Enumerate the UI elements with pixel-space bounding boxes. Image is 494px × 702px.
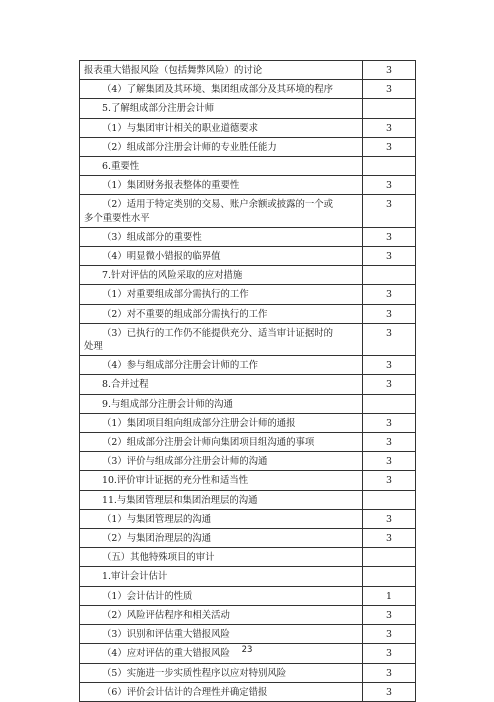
table-row — [80, 195, 415, 227]
row-level: 3 — [386, 327, 392, 339]
table-row — [80, 305, 415, 324]
table-row — [80, 228, 415, 247]
table-row — [80, 625, 415, 644]
row-level: 3 — [386, 379, 392, 391]
table-row — [80, 683, 415, 701]
row-topic: （1）集团项目组向组成部分注册会计师的通报 — [80, 414, 363, 432]
table-row — [80, 548, 415, 567]
row-level: 3 — [386, 456, 392, 468]
table-row — [80, 324, 415, 356]
row-level — [363, 395, 415, 413]
table-row — [80, 491, 415, 510]
row-topic — [80, 195, 363, 226]
row-topic: 5.了解组成部分注册会计师 — [80, 99, 363, 117]
row-topic: （1）对重要组成部分需执行的工作 — [80, 285, 363, 303]
row-topic: 7.针对评估的风险采取的应对措施 — [80, 266, 363, 284]
row-level: 3 — [386, 84, 392, 96]
row-level: 3 — [386, 629, 392, 641]
row-topic: （2）对不重要的组成部分需执行的工作 — [80, 305, 363, 323]
table-row — [80, 266, 415, 285]
table-row — [80, 664, 415, 683]
row-level: 3 — [386, 533, 392, 545]
row-level: 3 — [386, 122, 392, 134]
row-topic: （3）组成部分的重要性 — [80, 228, 363, 246]
table-row — [80, 395, 415, 414]
row-level: 3 — [386, 180, 392, 192]
row-level: 3 — [386, 686, 392, 698]
row-topic: 1.审计会计估计 — [80, 567, 363, 585]
row-level: 3 — [386, 417, 392, 429]
row-topic: （3）识别和评估重大错报风险 — [80, 625, 363, 643]
row-level: 3 — [386, 231, 392, 243]
row-topic: （2）与集团治理层的沟通 — [80, 529, 363, 547]
row-level — [363, 266, 415, 284]
row-topic: （2）风险评估程序和相关活动 — [80, 606, 363, 624]
row-topic: 9.与组成部分注册会计师的沟通 — [80, 395, 363, 413]
row-topic-line1: （2）适用于特定类别的交易、账户余额或披露的一个或 — [102, 199, 333, 211]
table-row — [80, 247, 415, 266]
page-number: 23 — [241, 645, 253, 655]
row-topic-line1: （3）已执行的工作仍不能提供充分、适当审计证据时的 — [102, 327, 333, 339]
row-level: 3 — [386, 648, 392, 660]
row-level: 3 — [386, 437, 392, 449]
row-topic: （3）评价与组成部分注册会计师的沟通 — [80, 452, 363, 470]
row-level: 3 — [386, 65, 392, 76]
row-level: 3 — [386, 360, 392, 372]
row-level: 3 — [386, 475, 392, 487]
table-row — [80, 510, 415, 529]
row-topic: （2）组成部分注册会计师的专业胜任能力 — [80, 138, 363, 156]
row-topic: （五）其他特殊项目的审计 — [80, 548, 363, 566]
row-topic: （5）实施进一步实质性程序以应对特别风险 — [80, 664, 363, 682]
row-topic: （4）明显微小错报的临界值 — [80, 247, 363, 265]
table-row — [80, 452, 415, 471]
table-row — [80, 176, 415, 195]
table-row — [80, 61, 415, 80]
row-topic: 报表重大错报风险（包括舞弊风险）的讨论 — [80, 61, 363, 79]
row-level: 3 — [386, 251, 392, 263]
table-row — [80, 119, 415, 138]
row-level — [363, 548, 415, 566]
syllabus-table — [79, 60, 416, 702]
row-topic: （1）会计估计的性质 — [80, 587, 363, 605]
row-topic: 11.与集团管理层和集团治理层的沟通 — [80, 491, 363, 509]
row-topic: （6）评价会计估计的合理性并确定错报 — [80, 683, 363, 701]
row-level: 3 — [386, 308, 392, 320]
row-level — [363, 491, 415, 509]
row-topic: （2）组成部分注册会计师向集团项目组沟通的事项 — [80, 433, 363, 451]
row-level: 3 — [386, 609, 392, 621]
table-row — [80, 138, 415, 157]
table-row — [80, 80, 415, 99]
row-topic-line2: 处理 — [84, 341, 103, 353]
table-row — [80, 606, 415, 625]
row-topic-line2: 多个重要性水平 — [84, 212, 150, 224]
table-row — [80, 529, 415, 548]
table-row — [80, 285, 415, 304]
row-topic: 6.重要性 — [80, 157, 363, 175]
row-level — [363, 99, 415, 117]
row-topic: （1）与集团管理层的沟通 — [80, 510, 363, 528]
row-level: 3 — [386, 141, 392, 153]
table-row — [80, 157, 415, 176]
row-topic: 8.合并过程 — [80, 375, 363, 393]
row-topic: （4）参与组成部分注册会计师的工作 — [80, 356, 363, 374]
row-level: 3 — [386, 289, 392, 301]
row-topic: （1）与集团审计相关的职业道德要求 — [80, 119, 363, 137]
row-level: 3 — [386, 513, 392, 525]
table-row — [80, 375, 415, 394]
row-topic: 10.评价审计证据的充分性和适当性 — [80, 471, 363, 489]
row-topic: （1）集团财务报表整体的重要性 — [80, 176, 363, 194]
row-level: 3 — [386, 199, 392, 211]
row-topic — [80, 324, 363, 355]
table-row — [80, 587, 415, 606]
table-row — [80, 414, 415, 433]
table-row — [80, 356, 415, 375]
row-level: 1 — [386, 590, 392, 602]
table-row — [80, 99, 415, 118]
row-level — [363, 157, 415, 175]
table-row — [80, 433, 415, 452]
row-topic: （4）应对评估的重大错报风险 — [80, 644, 363, 662]
row-topic: （4）了解集团及其环境、集团组成部分及其环境的程序 — [80, 80, 363, 98]
table-row — [80, 471, 415, 490]
row-level: 3 — [386, 667, 392, 679]
row-level — [363, 567, 415, 585]
table-row — [80, 567, 415, 586]
